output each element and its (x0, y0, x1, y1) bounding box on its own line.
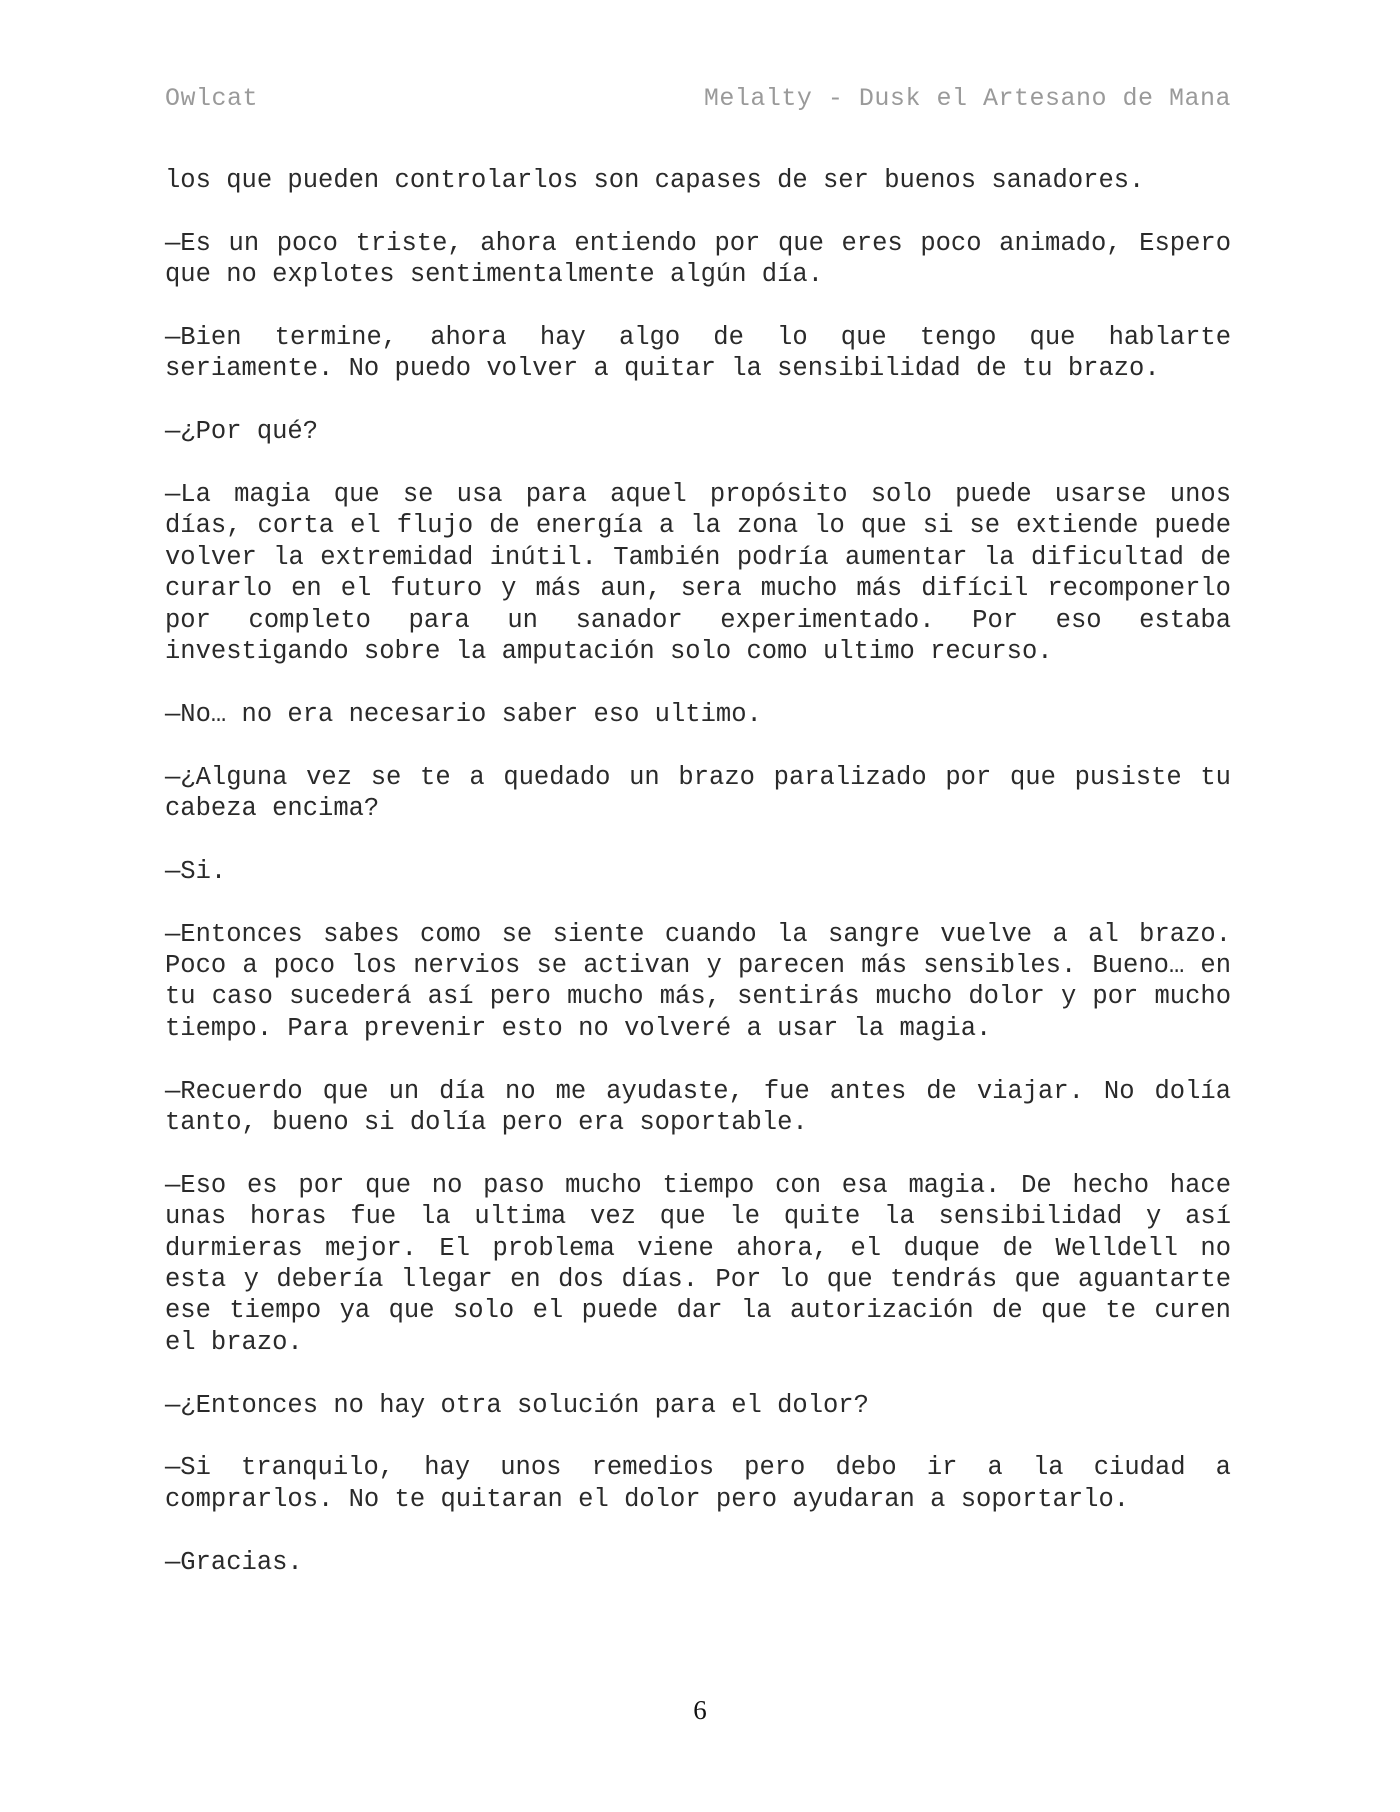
paragraph: —Si tranquilo, hay unos remedios pero debo ir a la ciudad a comprarlos. No te quitaran el dolor pero ayudaran a soportarlo. (165, 1453, 1231, 1514)
header-author: Owlcat (165, 84, 259, 113)
header-title: Melalty - Dusk el Artesano de Mana (703, 84, 1231, 113)
paragraph: —¿Alguna vez se te a quedado un brazo paralizado por que pusiste tu cabeza encima? (165, 762, 1231, 824)
paragraph: los que pueden controlarlos son capases de ser buenos sanadores. (165, 166, 1145, 195)
body-text (165, 165, 1231, 1609)
page-number: 6 (693, 1695, 707, 1725)
paragraph: —¿Entonces no hay otra solución para el dolor? (165, 1390, 869, 1420)
paragraph: —Gracias. (165, 1547, 303, 1577)
paragraph: —Si. (165, 856, 227, 886)
paragraph: —Recuerdo que un día no me ayudaste, fue antes de viajar. No dolía tanto, bueno si dolía pero era soportable. (165, 1076, 1231, 1138)
paragraph: —La magia que se usa para aquel propósito solo puede usarse unos días, corta el flujo de energía a la zona lo que si se extiende puede volver la extremidad inútil. También podría aumentar la dificultad de curarlo en el futuro y más aun, sera mucho más difícil recomponerlo por completo para un sanador experimentado. Por eso estaba investigando sobre la amputación solo como ultimo recurso. (165, 480, 1231, 667)
paragraph: —¿Por qué? (165, 417, 319, 447)
paragraph: —Entonces sabes como se siente cuando la sangre vuelve a al brazo. Poco a poco los nervios se activan y parecen más sensibles. Bueno… en tu caso sucederá así pero mucho más, sentirás mucho dolor y por mucho tiempo. Para prevenir esto no volveré a usar la magia. (165, 919, 1231, 1043)
page-header (165, 84, 1231, 114)
paragraph: —Es un poco triste, ahora entiendo por que eres poco animado, Espero que no explotes sentimentalmente algún día. (165, 228, 1231, 290)
paragraph: —Bien termine, ahora hay algo de lo que tengo que hablarte seriamente. No puedo volver a quitar la sensibilidad de tu brazo. (165, 323, 1231, 384)
paragraph: —Eso es por que no paso mucho tiempo con esa magia. De hecho hace unas horas fue la ultima vez que le quite la sensibilidad y así durmieras mejor. El problema viene ahora, el duque de Welldell no esta y debería llegar en dos días. Por lo que tendrás que aguantarte ese tiempo ya que solo el puede dar la autorización de que te curen el brazo. (165, 1170, 1231, 1357)
paragraph: —No… no era necesario saber eso ultimo. (165, 699, 762, 729)
